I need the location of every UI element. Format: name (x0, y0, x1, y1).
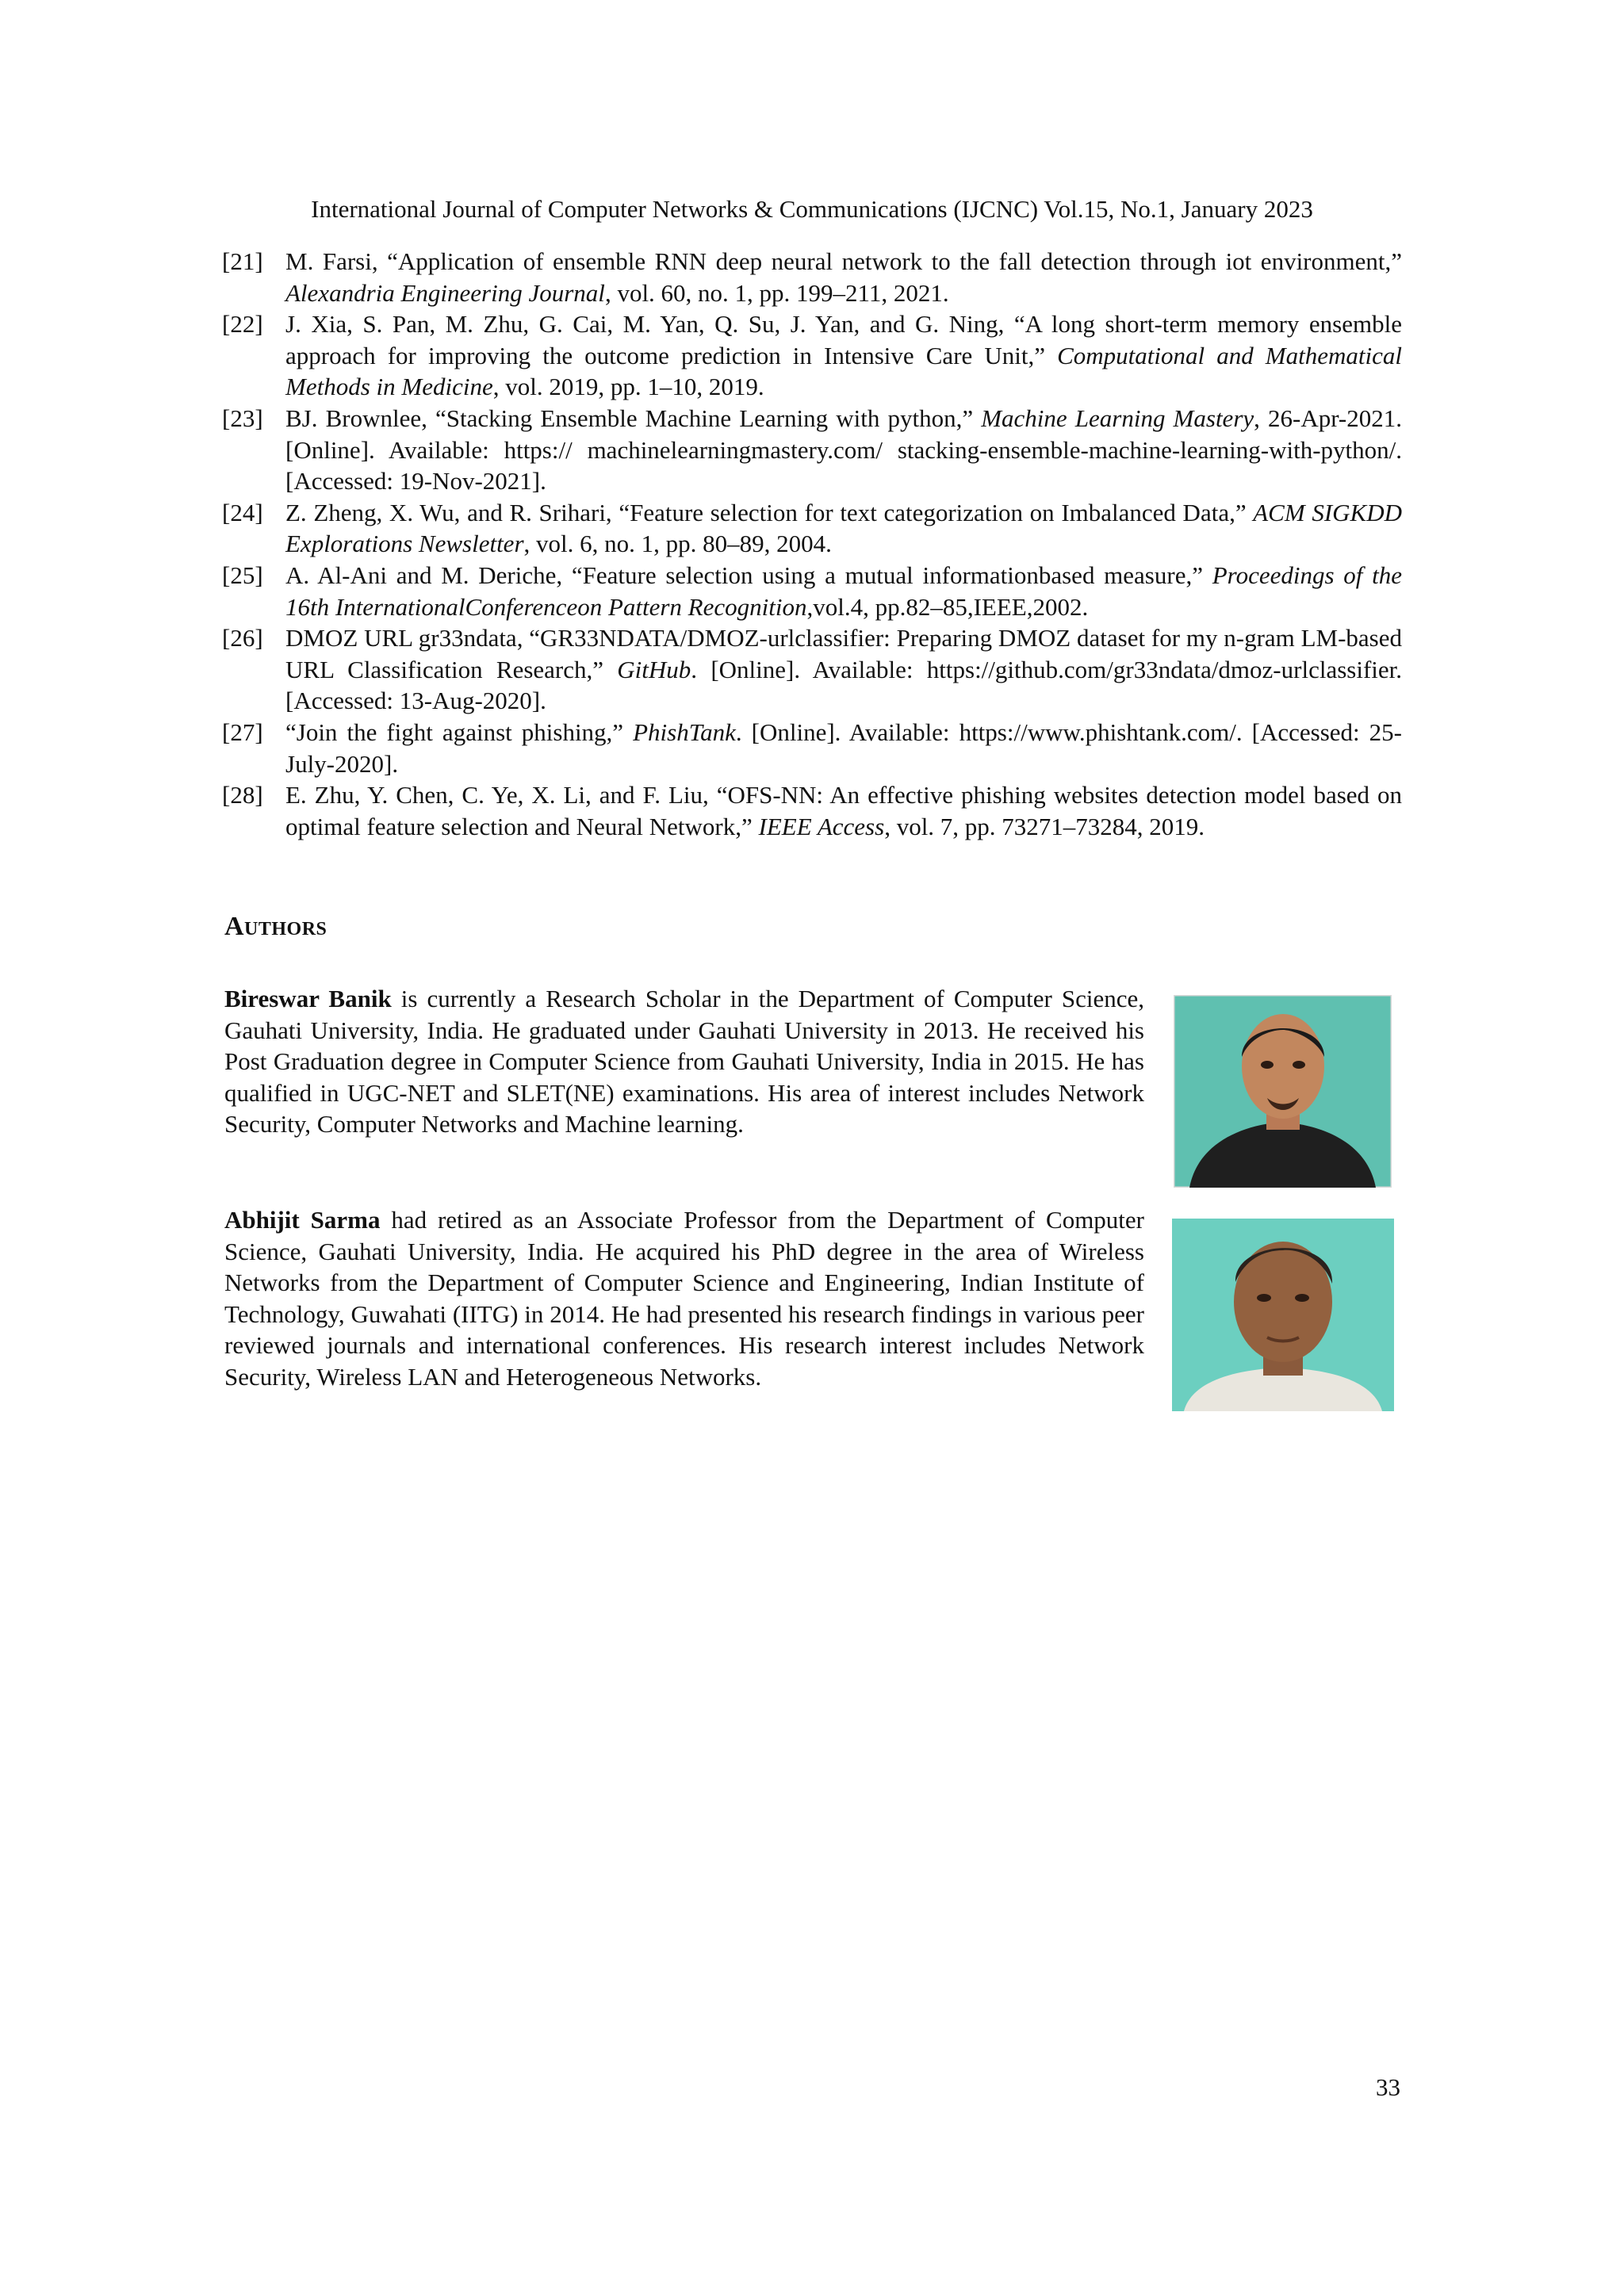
page-number: 33 (1376, 2073, 1400, 2101)
reference-item (222, 403, 1402, 497)
reference-journal-title: IEEE Access (758, 812, 885, 840)
authors-heading: Authors (224, 912, 327, 941)
reference-text-segment: A. Al-Ani and M. Deriche, “Feature selection using a mutual informationbased measure,” (285, 561, 1212, 589)
reference-text-segment: E. Zhu, Y. Chen, C. Ye, X. Li, and F. Liu, “OFS-NN: An effective phishing websites detection model based on optimal feature selection and Neural Network,” (285, 781, 1402, 840)
author-portrait-image (1172, 1219, 1394, 1411)
reference-item (222, 622, 1402, 717)
reference-text-segment: , vol. 2019, pp. 1–10, 2019. (492, 373, 764, 401)
reference-text-segment: , 26-Apr-2021. [Online]. Available: https:// machinelearningmastery.com/ stacking-ensemble-machine-learning-with-python/. [Accessed: 19-Nov-2021]. (285, 404, 1402, 496)
reference-number: [28] (222, 781, 263, 809)
reference-text-segment: “Join the fight against phishing,” (285, 718, 634, 746)
author-bio-text: is currently a Research Scholar in the Department of Computer Science, Gauhati University, India. He graduated under Gauhati University in 2013. He received his Post Graduation degree in Computer Science from Gauhati University, India in 2015. He has qualified in UGC-NET and SLET(NE) examinations. His area of interest includes Network Security, Computer Networks and Machine learning. (224, 985, 1145, 1138)
reference-item (222, 779, 1402, 842)
author-photo (1172, 1219, 1394, 1411)
reference-journal-title: Alexandria Engineering Journal (285, 278, 605, 307)
author-bio (224, 1204, 1144, 1393)
reference-number: [22] (222, 310, 263, 339)
reference-number: [25] (222, 561, 263, 589)
author-bio (224, 983, 1144, 1140)
reference-number: [23] (222, 404, 263, 432)
reference-text-segment: BJ. Brownlee, “Stacking Ensemble Machine Learning with python,” (285, 404, 982, 432)
reference-text-segment: Z. Zheng, X. Wu, and R. Srihari, “Feature selection for text categorization on Imbalanced Data,” (285, 498, 1254, 526)
reference-journal-title: PhishTank (633, 718, 736, 746)
reference-item (222, 560, 1402, 622)
reference-item (222, 308, 1402, 403)
reference-text-segment: , vol. 60, no. 1, pp. 199–211, 2021. (604, 278, 949, 307)
reference-item (222, 717, 1402, 779)
reference-number: [24] (222, 498, 263, 526)
reference-text-segment: DMOZ URL gr33ndata, “GR33NDATA/DMOZ-urlclassifier: Preparing DMOZ dataset for my n-gram LM-based URL Classification Research,” (285, 624, 1402, 683)
reference-item (222, 497, 1402, 560)
reference-number: [27] (222, 718, 263, 746)
reference-text-segment: M. Farsi, “Application of ensemble RNN deep neural network to the fall detection through iot environment,” (285, 247, 1402, 275)
reference-journal-title: Proceedings of the 16th InternationalConferenceon Pattern Recognition (285, 561, 1402, 621)
reference-text-segment: . [Online]. Available: https://www.phishtank.com/. [Accessed: 25-July-2020]. (285, 718, 1402, 778)
reference-item (222, 246, 1402, 308)
reference-journal-title: ACM SIGKDD Explorations Newsletter (285, 498, 1402, 558)
author-name: Bireswar Banik (224, 985, 392, 1012)
reference-text-segment: J. Xia, S. Pan, M. Zhu, G. Cai, M. Yan, Q. Su, J. Yan, and G. Ning, “A long short-term memory ensemble approach for improving the outcome prediction in Intensive Care Unit,” (285, 310, 1402, 369)
author-photo (1174, 995, 1392, 1188)
reference-text-segment: , vol. 6, no. 1, pp. 80–89, 2004. (523, 530, 832, 558)
reference-number: [21] (222, 247, 263, 275)
author-portrait-image (1174, 995, 1392, 1188)
reference-text-segment: , vol. 7, pp. 73271–73284, 2019. (884, 812, 1205, 840)
author-name: Abhijit Sarma (224, 1206, 381, 1234)
reference-journal-title: Machine Learning Mastery (981, 404, 1254, 432)
reference-text-segment: ,vol.4, pp.82–85,IEEE,2002. (806, 592, 1089, 621)
journal-header: International Journal of Computer Networks & Communications (IJCNC) Vol.15, No.1, January 2023 (311, 195, 1313, 223)
reference-journal-title: GitHub (617, 655, 691, 683)
reference-list (222, 246, 1402, 842)
reference-number: [26] (222, 624, 263, 652)
reference-journal-title: Computational and Mathematical Methods in Medicine (285, 341, 1402, 401)
author-bio-text: had retired as an Associate Professor from the Department of Computer Science, Gauhati University, India. He acquired his PhD degree in the area of Wireless Networks from the Department of Computer Science and Engineering, Indian Institute of Technology, Guwahati (IITG) in 2014. He had presented his research findings in various peer reviewed journals and international conferences. His research interest includes Network Security, Wireless LAN and Heterogeneous Networks. (224, 1206, 1144, 1391)
reference-text-segment: . [Online]. Available: https://github.com/gr33ndata/dmoz-urlclassifier. [Accessed: 13-Aug-2020]. (285, 655, 1402, 715)
